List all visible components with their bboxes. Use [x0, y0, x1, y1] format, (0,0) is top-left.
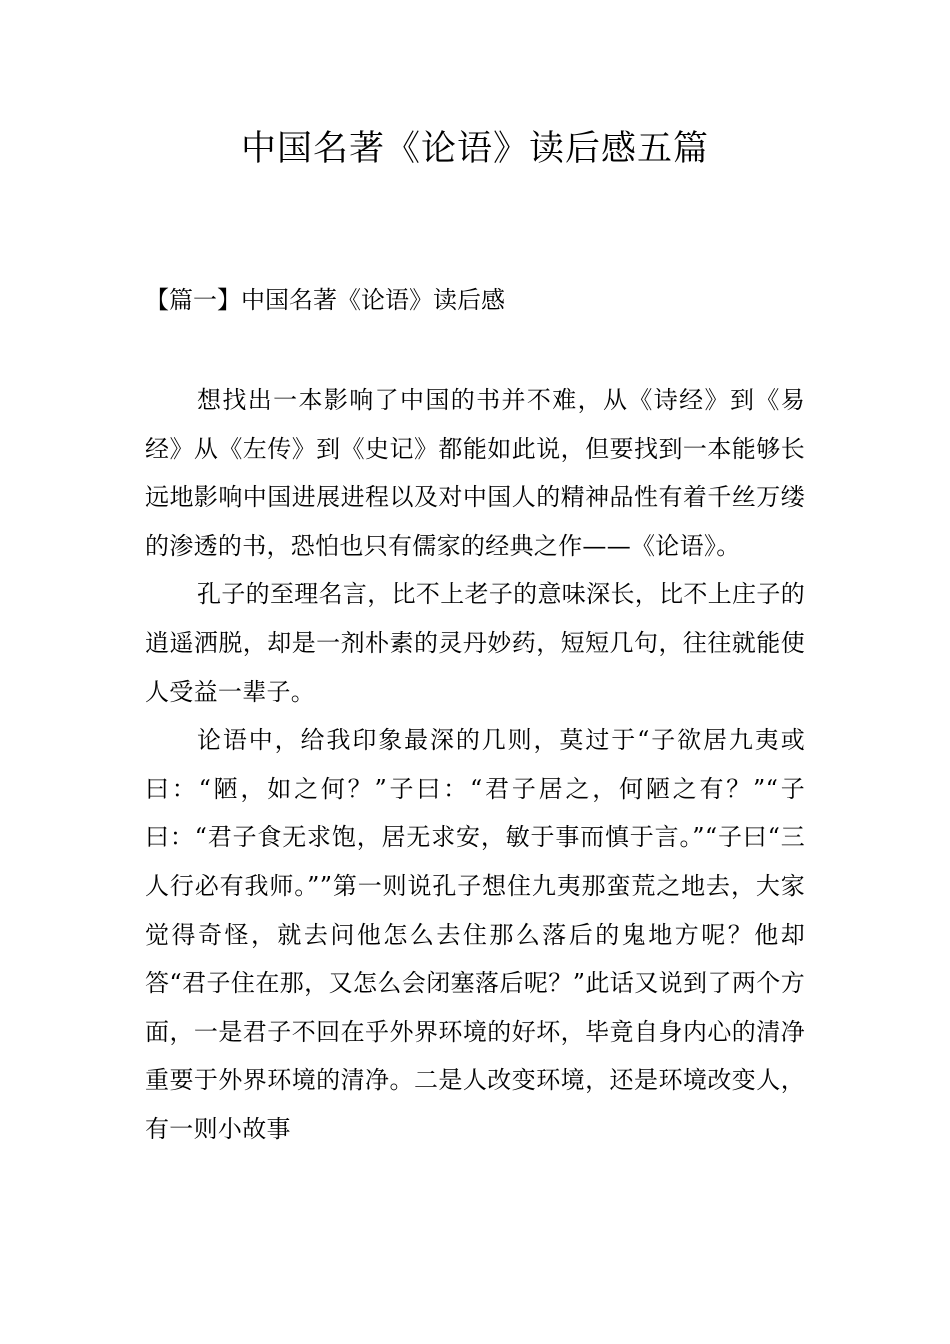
paragraph-3: 论语中，给我印象最深的几则，莫过于“子欲居九夷或曰：“陋，如之何？”子曰：“君子居之，何陋之有？”“子曰：“君子食无求饱，居无求安，敏于事而慎于言。”“子曰“三人行必有我师。””第一则说孔子想住九夷那蛮荒之地去，大家觉得奇怪，就去问他怎么去住那么落后的鬼地方呢？他却答“君子住在那，又怎么会闭塞落后呢？”此话又说到了两个方面，一是君子不回在乎外界环境的好坏，毕竟自身内心的清净重要于外界环境的清净。二是人改变环境，还是环境改变人，有一则小故事: [145, 726, 805, 1143]
paragraph-2: 孔子的至理名言，比不上老子的意味深长，比不上庄子的逍遥洒脱，却是一剂朴素的灵丹妙药，短短几句，往往就能使人受益一辈子。: [145, 580, 805, 706]
paragraph-1: 想找出一本影响了中国的书并不难，从《诗经》到《易经》从《左传》到《史记》都能如此说，但要找到一本能够长远地影响中国进展进程以及对中国人的精神品性有着千丝万缕的渗透的书，恐怕也只有儒家的经典之作——《论语》。: [145, 386, 805, 560]
section-heading: 【篇一】中国名著《论语》读后感: [145, 286, 505, 314]
document-title: 中国名著《论语》读后感五篇: [240, 129, 709, 169]
document-body: [145, 376, 805, 1154]
